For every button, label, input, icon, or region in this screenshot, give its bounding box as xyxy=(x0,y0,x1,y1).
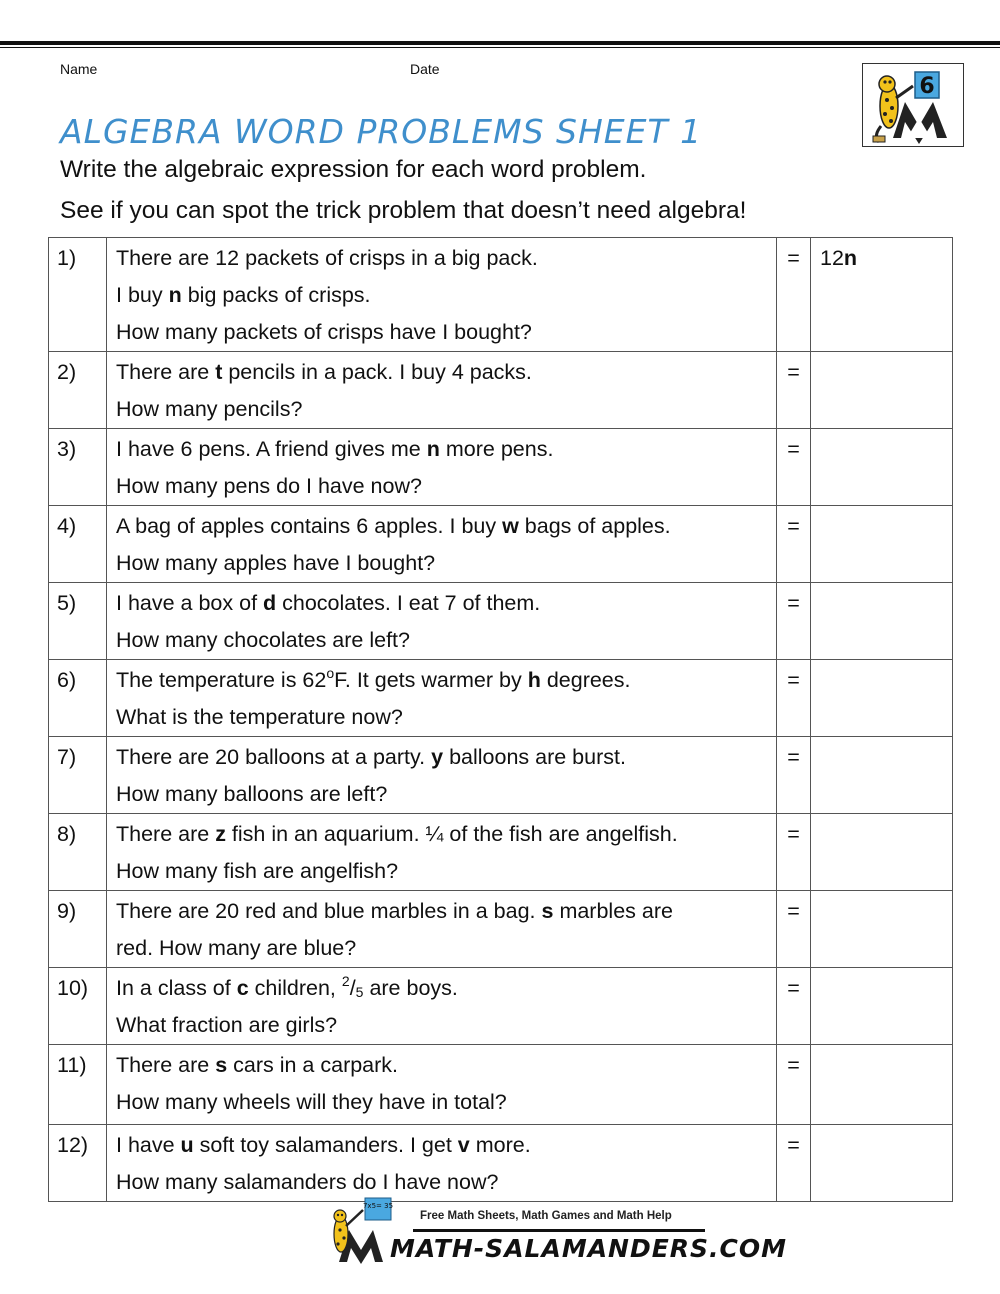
degree-symbol: o xyxy=(326,665,335,681)
instruction-line-2: See if you can spot the trick problem that doesn’t need algebra! xyxy=(60,197,747,224)
problem-line: How many packets of crisps have I bought? xyxy=(116,320,532,344)
instruction-line-1: Write the algebraic expression for each word problem. xyxy=(60,156,647,183)
problem-text xyxy=(107,506,777,583)
answer-cell[interactable] xyxy=(811,891,953,968)
problem-row xyxy=(49,429,953,506)
problem-line: There are 12 packets of crisps in a big pack. xyxy=(116,246,538,270)
equals-sign: = xyxy=(777,429,811,506)
problem-line: How many wheels will they have in total? xyxy=(116,1090,507,1114)
problem-line: I buy n big packs of crisps. xyxy=(116,283,371,307)
footer-badge-text: 7x5= 35 xyxy=(362,1202,394,1210)
problem-text xyxy=(107,429,777,506)
salamander-footer-icon xyxy=(325,1196,395,1266)
variable: c xyxy=(236,976,249,1000)
problem-text xyxy=(107,814,777,891)
top-rule-thin xyxy=(0,47,1000,48)
variable: d xyxy=(263,591,277,615)
variable: h xyxy=(527,668,541,692)
problem-line: What fraction are girls? xyxy=(116,1013,338,1037)
problem-number: 7) xyxy=(49,737,107,814)
problem-number: 5) xyxy=(49,583,107,660)
problem-text xyxy=(107,1045,777,1125)
equals-sign: = xyxy=(777,814,811,891)
equals-sign: = xyxy=(777,891,811,968)
problem-number: 11) xyxy=(49,1045,107,1125)
problem-line: How many chocolates are left? xyxy=(116,628,410,652)
logo-grade: 6 xyxy=(919,74,935,99)
salamander-icon xyxy=(863,64,963,146)
problem-text xyxy=(107,238,777,352)
answer-cell[interactable] xyxy=(811,1125,953,1202)
footer-tagline: Free Math Sheets, Math Games and Math Help xyxy=(420,1210,672,1222)
problem-row xyxy=(49,660,953,737)
answer-cell[interactable] xyxy=(811,968,953,1045)
problem-line: In a class of c children, $^2/_5$ are boys. xyxy=(116,973,458,1000)
variable: t xyxy=(215,360,223,384)
equals-sign: = xyxy=(777,737,811,814)
site-footer[interactable] xyxy=(325,1196,788,1266)
problem-line: How many balloons are left? xyxy=(116,782,388,806)
equals-sign: = xyxy=(777,1125,811,1202)
problem-row xyxy=(49,1125,953,1202)
problem-number: 10) xyxy=(49,968,107,1045)
problem-text xyxy=(107,1125,777,1202)
variable: w xyxy=(502,514,519,538)
answer-variable: n xyxy=(843,246,858,270)
problem-line: The temperature is 62$^o$F. It gets warmer by h degrees. xyxy=(116,665,631,692)
answer-cell[interactable] xyxy=(811,737,953,814)
equals-sign: = xyxy=(777,352,811,429)
answer-cell[interactable] xyxy=(811,814,953,891)
problem-row xyxy=(49,506,953,583)
answer-cell[interactable] xyxy=(811,429,953,506)
problem-text xyxy=(107,737,777,814)
problems-table xyxy=(48,237,953,1202)
answer-cell[interactable] xyxy=(811,660,953,737)
problem-number: 6) xyxy=(49,660,107,737)
problem-row xyxy=(49,814,953,891)
problem-text xyxy=(107,583,777,660)
problem-row xyxy=(49,968,953,1045)
answer-cell[interactable]: 12n xyxy=(811,238,953,352)
equals-sign: = xyxy=(777,238,811,352)
answer-cell[interactable] xyxy=(811,583,953,660)
equals-sign: = xyxy=(777,583,811,660)
equals-sign: = xyxy=(777,660,811,737)
footer-brand-link[interactable]: MATH-SALAMANDERS.COM xyxy=(390,1234,788,1263)
footer-rule xyxy=(413,1229,705,1232)
problem-number: 4) xyxy=(49,506,107,583)
answer-cell[interactable] xyxy=(811,506,953,583)
answer-cell[interactable] xyxy=(811,1045,953,1125)
variable: y xyxy=(431,745,444,769)
problem-line: A bag of apples contains 6 apples. I buy w bags of apples. xyxy=(116,514,671,538)
answer-cell[interactable] xyxy=(811,352,953,429)
problem-text xyxy=(107,968,777,1045)
fraction-slash: / xyxy=(349,976,356,1000)
equals-sign: = xyxy=(777,506,811,583)
problem-line: There are t pencils in a pack. I buy 4 packs. xyxy=(116,360,532,384)
problem-line: I have a box of d chocolates. I eat 7 of them. xyxy=(116,591,541,615)
top-rule xyxy=(0,41,1000,45)
equals-sign: = xyxy=(777,968,811,1045)
problem-row xyxy=(49,1045,953,1125)
problem-text xyxy=(107,891,777,968)
problem-line: There are z fish in an aquarium. ¼ of the fish are angelfish. xyxy=(116,822,678,846)
variable: s xyxy=(541,899,554,923)
problem-line: I have 6 pens. A friend gives me n more pens. xyxy=(116,437,554,461)
problem-number: 12) xyxy=(49,1125,107,1202)
variable: u xyxy=(180,1133,194,1157)
problem-row xyxy=(49,583,953,660)
problem-line: There are 20 balloons at a party. y balloons are burst. xyxy=(116,745,626,769)
fraction-numerator: 2 xyxy=(341,973,350,989)
problem-line: What is the temperature now? xyxy=(116,705,403,729)
problem-line: How many fish are angelfish? xyxy=(116,859,399,883)
variable: n xyxy=(426,437,440,461)
problem-number: 2) xyxy=(49,352,107,429)
problem-row xyxy=(49,238,953,352)
variable: v xyxy=(457,1133,470,1157)
problem-number: 9) xyxy=(49,891,107,968)
problem-number: 8) xyxy=(49,814,107,891)
fraction-denominator: 5 xyxy=(355,984,364,1000)
variable: s xyxy=(215,1053,228,1077)
problem-line: How many pens do I have now? xyxy=(116,474,422,498)
problem-number: 1) xyxy=(49,238,107,352)
problem-line: red. How many are blue? xyxy=(116,936,357,960)
name-label: Name xyxy=(60,61,98,77)
problem-number: 3) xyxy=(49,429,107,506)
problem-line: How many pencils? xyxy=(116,397,303,421)
problem-line: How many apples have I bought? xyxy=(116,551,436,575)
date-label: Date xyxy=(410,61,440,77)
problem-line: How many salamanders do I have now? xyxy=(116,1170,499,1194)
problem-row xyxy=(49,891,953,968)
problem-row xyxy=(49,352,953,429)
problem-line: I have u soft toy salamanders. I get v more. xyxy=(116,1133,531,1157)
problem-line: There are 20 red and blue marbles in a bag. s marbles are xyxy=(116,899,673,923)
problem-text xyxy=(107,352,777,429)
equals-sign: = xyxy=(777,1045,811,1125)
worksheet-title: ALGEBRA WORD PROBLEMS SHEET 1 xyxy=(60,112,703,151)
problem-text xyxy=(107,660,777,737)
problem-line: There are s cars in a carpark. xyxy=(116,1053,399,1077)
problem-row xyxy=(49,737,953,814)
salamander-grade-logo xyxy=(862,63,964,147)
variable: n xyxy=(168,283,182,307)
variable: z xyxy=(215,822,226,846)
